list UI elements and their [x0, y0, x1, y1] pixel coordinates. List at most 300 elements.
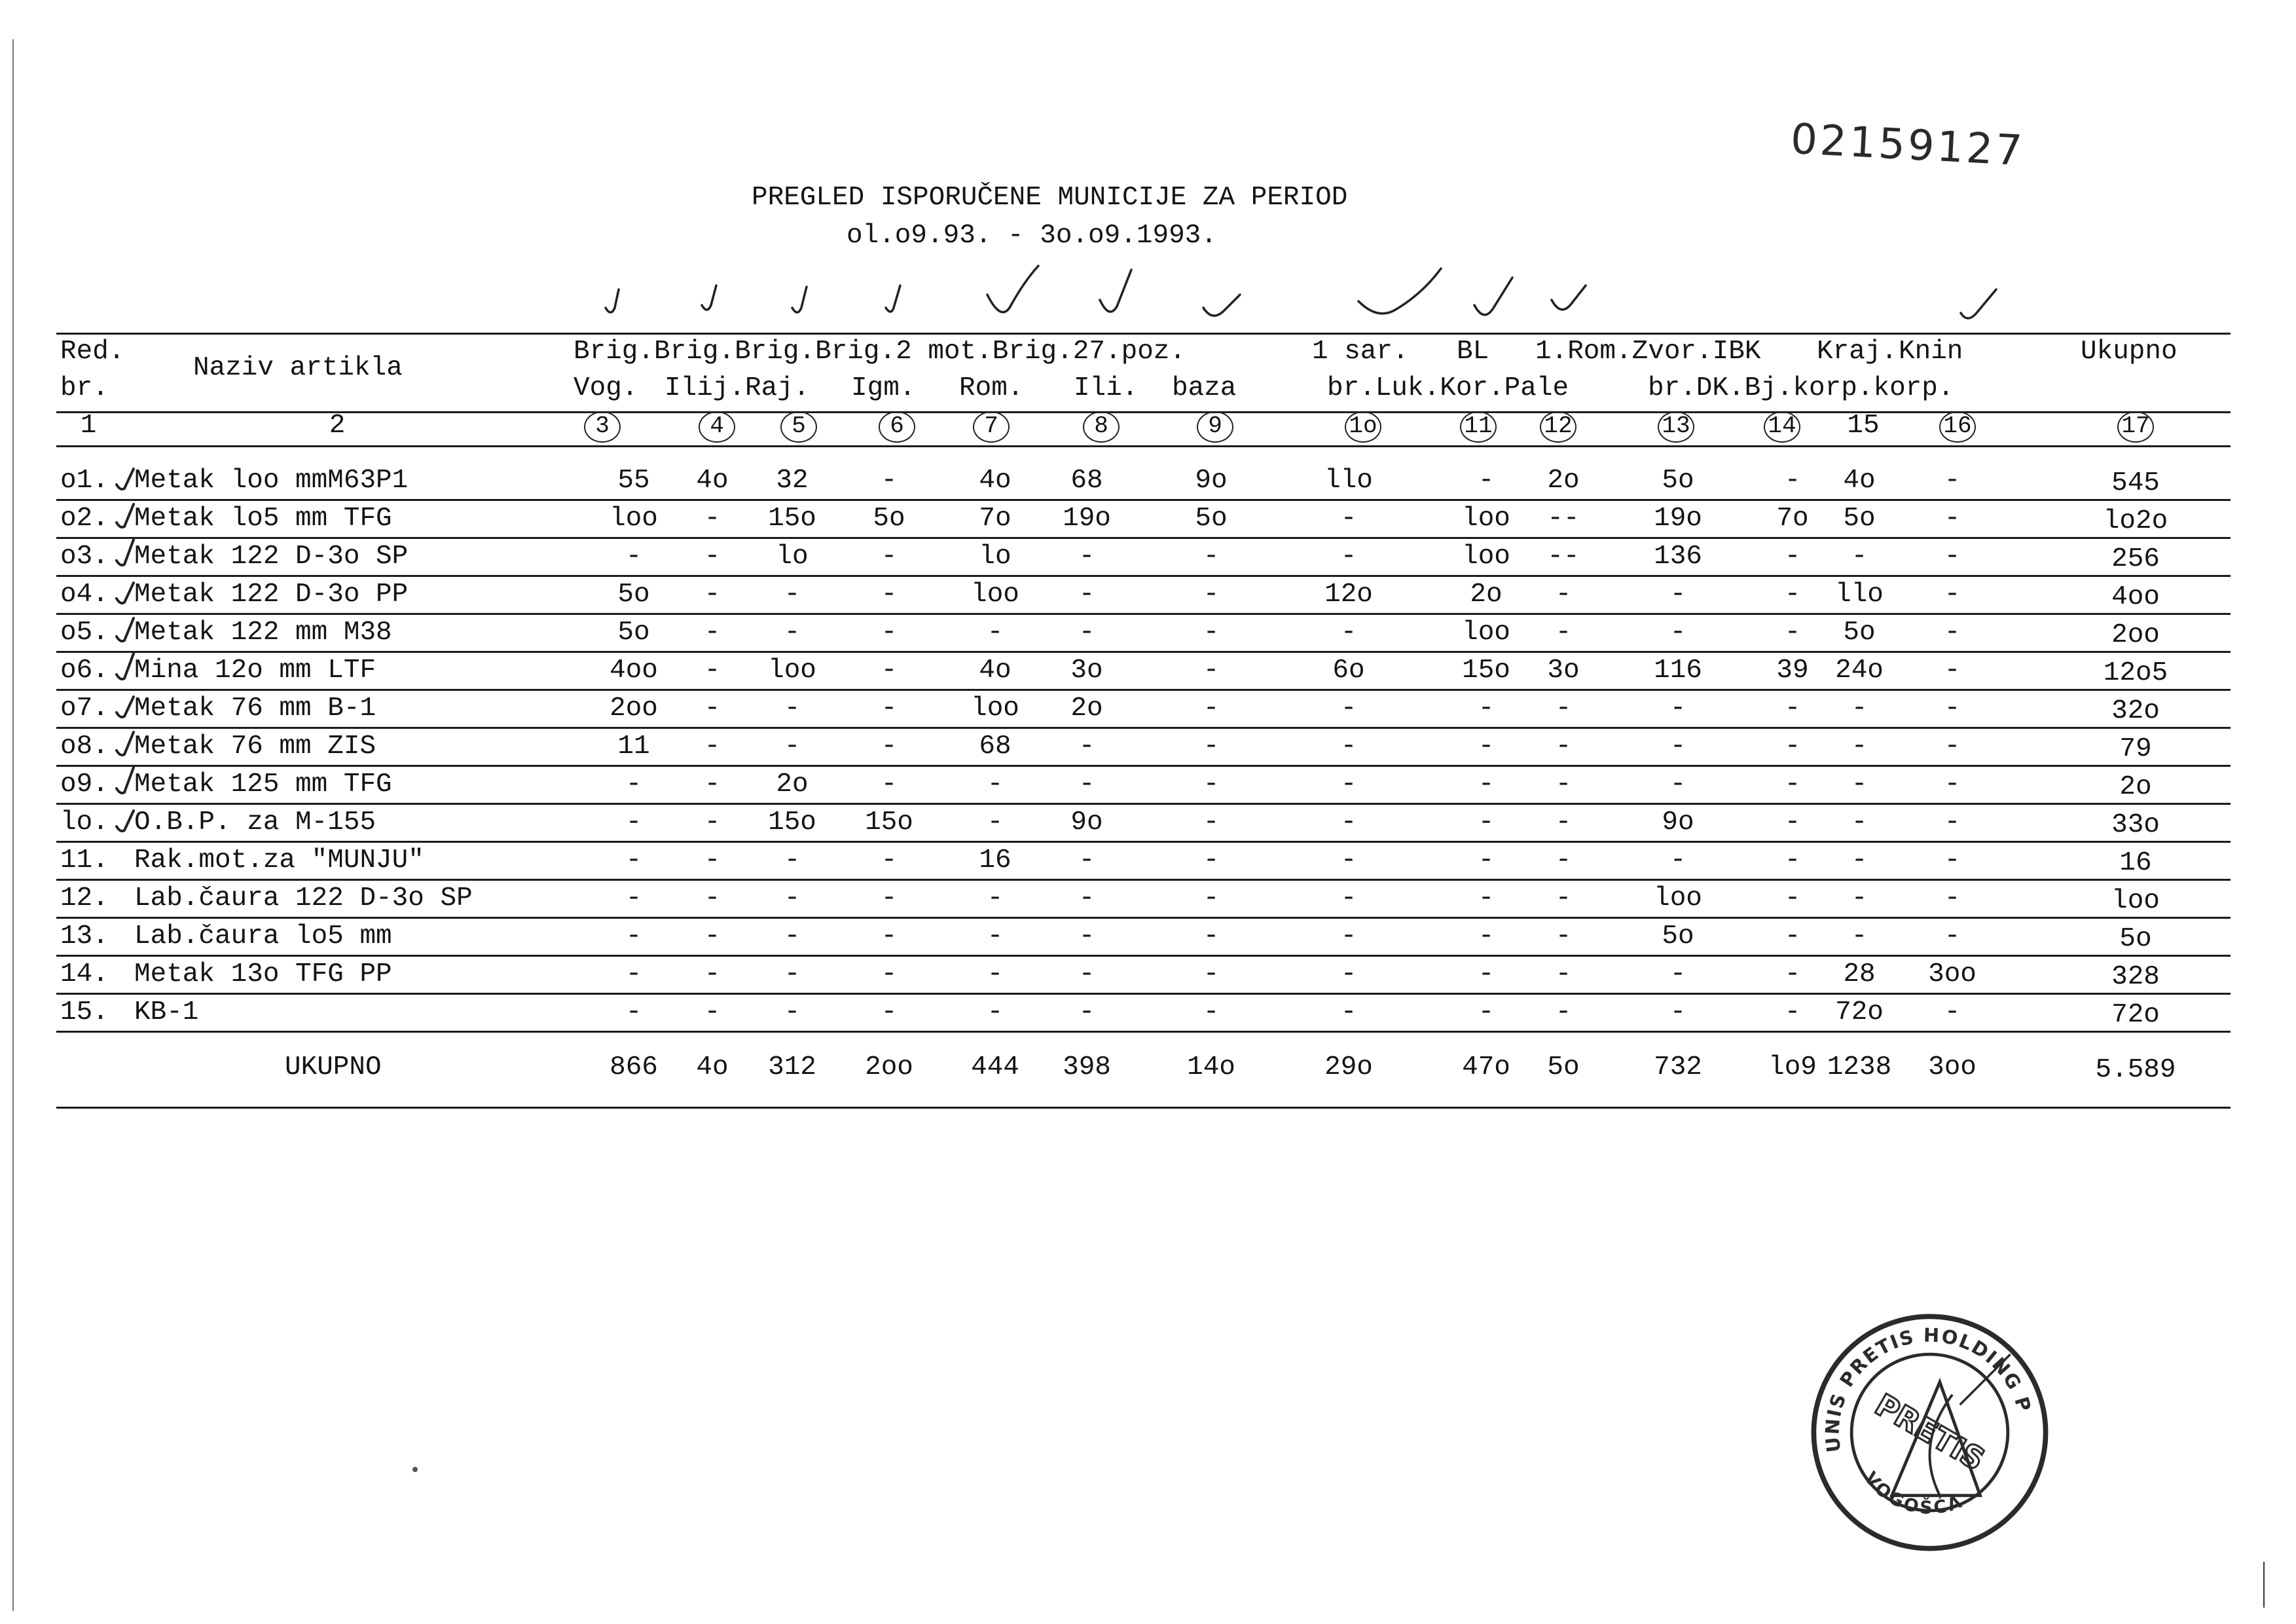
quantity-cell: -	[1203, 921, 1220, 951]
stamp-center-text: PRETIS	[1869, 1386, 1991, 1478]
quantity-cell: -	[784, 693, 801, 724]
quantity-cell: -	[987, 959, 1004, 989]
header-naziv-artikla: Naziv artikla	[193, 353, 403, 383]
quantity-cell: 4oo	[610, 655, 658, 686]
total-cell: 29o	[1324, 1052, 1373, 1082]
column-number-text: 14	[1764, 411, 1800, 443]
article-name: Metak 122 mm M38	[134, 618, 392, 648]
quantity-cell: -	[1851, 807, 1868, 838]
quantity-cell: -	[1784, 769, 1801, 800]
quantity-cell: 5o	[1662, 921, 1694, 951]
quantity-cell: -	[1340, 504, 1357, 534]
column-number-5	[780, 411, 817, 443]
quantity-cell: 11	[617, 731, 650, 762]
column-number-11	[1460, 411, 1497, 443]
unit2-vog: Vog.	[574, 373, 638, 403]
checkmark	[117, 697, 134, 717]
header-red-label: Red.	[60, 337, 125, 367]
quantity-cell: -	[1944, 618, 1961, 648]
row-bottom-line	[56, 993, 2231, 995]
quantity-cell: -	[1669, 693, 1686, 724]
column-number-text: 8	[1083, 411, 1120, 443]
quantity-cell: -	[704, 580, 721, 610]
row-number: 14.	[60, 959, 109, 989]
quantity-cell: -	[1944, 769, 1961, 800]
quantity-cell: -	[1669, 769, 1686, 800]
quantity-cell: -	[881, 921, 898, 951]
scan-edge-left	[12, 39, 14, 1611]
quantity-cell: 68	[979, 731, 1011, 762]
row-number: o2.	[60, 504, 109, 534]
quantity-cell: -	[784, 997, 801, 1027]
quantity-cell: -	[1669, 997, 1686, 1027]
unit-1rom-pale: 1.Rom.	[1535, 337, 1632, 367]
quantity-cell: -	[1555, 921, 1572, 951]
quantity-cell: -	[1478, 731, 1495, 762]
quantity-cell: loo	[971, 580, 1019, 610]
unit-27poz-baza: 27.poz.	[1072, 337, 1186, 367]
row-number: 12.	[60, 883, 109, 913]
total-cell: 3oo	[1928, 1052, 1977, 1082]
quantity-cell: 72o	[1835, 997, 1884, 1027]
checkmark	[117, 767, 134, 793]
checkmark	[117, 540, 134, 565]
quantity-cell: -	[784, 883, 801, 913]
quantity-cell: -	[704, 618, 721, 648]
quantity-cell: 136	[1654, 542, 1702, 572]
total-cell: 4o	[696, 1052, 729, 1082]
total-cell: 312	[768, 1052, 816, 1082]
quantity-cell: 15o	[1462, 655, 1510, 686]
quantity-cell: 19o	[1654, 504, 1702, 534]
column-number-text: 2	[329, 411, 346, 441]
quantity-cell: -	[1478, 466, 1495, 496]
document-period: ol.o9.93. - 3o.o9.1993.	[847, 221, 1217, 251]
row-total: lo2o	[2103, 506, 2168, 536]
article-name: Metak 122 D-3o PP	[134, 580, 409, 610]
scan-edge-right	[2263, 1562, 2265, 1608]
row-total: 4oo	[2111, 582, 2160, 612]
unit2-brluk-kor-pale	[1327, 374, 1569, 403]
quantity-cell: llo	[1835, 580, 1884, 610]
quantity-cell: -	[1555, 580, 1572, 610]
article-name: Metak 76 mm B-1	[134, 693, 376, 724]
quantity-cell: -	[704, 845, 721, 876]
row-number: o4.	[60, 580, 109, 610]
quantity-cell: 7o	[979, 504, 1011, 534]
totals-label: UKUPNO	[285, 1052, 382, 1082]
quantity-cell: -	[1555, 769, 1572, 800]
row-bottom-line	[56, 841, 2231, 843]
quantity-cell: -	[1784, 883, 1801, 913]
checkmark	[117, 654, 134, 679]
column-number-9	[1197, 411, 1233, 443]
quantity-cell: 12o	[1324, 580, 1373, 610]
quantity-cell: -	[1784, 997, 1801, 1027]
row-total: 12o5	[2103, 658, 2168, 688]
quantity-cell: loo	[1462, 618, 1510, 648]
row-total: 2o	[2119, 772, 2152, 802]
quantity-cell: loo	[971, 693, 1019, 724]
unit2-ili: Ili.	[1074, 373, 1139, 403]
unit2-rom: Rom.	[959, 373, 1024, 403]
row-bottom-line	[56, 499, 2231, 501]
row-bottom-line	[56, 651, 2231, 653]
quantity-cell: -	[1555, 845, 1572, 876]
column-number-8	[1083, 411, 1120, 443]
unit2-brdk-bj-korp	[1648, 374, 1954, 403]
column-number-4	[699, 411, 735, 443]
header-units-line2	[574, 374, 638, 403]
quantity-cell: 2oo	[610, 693, 658, 724]
quantity-cell: 3o	[1070, 655, 1103, 686]
column-number-text: 3	[584, 411, 621, 443]
quantity-cell: -	[1078, 618, 1095, 648]
column-number-16	[1939, 411, 1976, 443]
column-number-text: 12	[1540, 411, 1576, 443]
quantity-cell: loo	[768, 655, 816, 686]
unit-brig-igm: Brig.	[815, 337, 896, 367]
quantity-cell: -	[704, 883, 721, 913]
quantity-cell: -	[1555, 693, 1572, 724]
quantity-cell: -	[1851, 921, 1868, 951]
row-number: 15.	[60, 997, 109, 1027]
total-cell: 1238	[1827, 1052, 1892, 1082]
quantity-cell: -	[1669, 618, 1686, 648]
quantity-cell: 28	[1843, 959, 1876, 989]
row-bottom-line	[56, 689, 2231, 691]
quantity-cell: -	[625, 807, 642, 838]
quantity-cell: loo	[610, 504, 658, 534]
quantity-cell: -	[625, 845, 642, 876]
quantity-cell: -	[1555, 618, 1572, 648]
quantity-cell: -	[1203, 769, 1220, 800]
quantity-cell: -	[1944, 731, 1961, 762]
quantity-cell: -	[625, 883, 642, 913]
quantity-cell: 15o	[865, 807, 913, 838]
column-number-text: 6	[879, 411, 915, 443]
quantity-cell: -	[1078, 845, 1095, 876]
article-name: Metak loo mmM63P1	[134, 466, 409, 496]
unit2-bj: Bj.	[1744, 373, 1793, 403]
quantity-cell: -	[987, 807, 1004, 838]
column-number-text: 4	[699, 411, 735, 443]
row-number: lo.	[60, 807, 109, 838]
article-name: Metak 13o TFG PP	[134, 959, 392, 989]
quantity-cell: -	[1478, 997, 1495, 1027]
quantity-cell: 68	[1070, 466, 1103, 496]
column-number-text: 5	[780, 411, 817, 443]
total-cell: 866	[610, 1052, 658, 1082]
quantity-cell: 3oo	[1928, 959, 1977, 989]
quantity-cell: -	[1203, 845, 1220, 876]
row-total: 545	[2111, 468, 2160, 498]
quantity-cell: -	[881, 693, 898, 724]
quantity-cell: -	[881, 845, 898, 876]
quantity-cell: -	[1669, 580, 1686, 610]
quantity-cell: -	[881, 655, 898, 686]
quantity-cell: -	[704, 921, 721, 951]
row-bottom-line	[56, 727, 2231, 729]
quantity-cell: -	[625, 769, 642, 800]
quantity-cell: -	[1078, 580, 1095, 610]
row-total: 16	[2119, 848, 2152, 878]
row-total: 32o	[2111, 696, 2160, 726]
column-number-text: 16	[1939, 411, 1976, 443]
checkmark	[117, 583, 134, 603]
quantity-cell: 5o	[1843, 504, 1876, 534]
quantity-cell: -	[1203, 883, 1220, 913]
quantity-cell: 9o	[1662, 807, 1694, 838]
quantity-cell: 4o	[696, 466, 729, 496]
row-number: o5.	[60, 618, 109, 648]
quantity-cell: -	[1078, 959, 1095, 989]
quantity-cell: -	[1944, 997, 1961, 1027]
quantity-cell: loo	[1462, 542, 1510, 572]
article-name: O.B.P. za M-155	[134, 807, 376, 838]
row-total: 5o	[2119, 924, 2152, 954]
quantity-cell: -	[625, 997, 642, 1027]
quantity-cell: -	[881, 580, 898, 610]
row-number: o7.	[60, 693, 109, 724]
row-total: 33o	[2111, 810, 2160, 840]
quantity-cell: -	[1784, 845, 1801, 876]
unit2-raj: Raj.	[745, 373, 810, 403]
checkmark	[117, 504, 134, 527]
quantity-cell: -	[1784, 921, 1801, 951]
quantity-cell: -	[1555, 959, 1572, 989]
quantity-cell: -	[881, 618, 898, 648]
total-cell: 444	[971, 1052, 1019, 1082]
article-name: Metak lo5 mm TFG	[134, 504, 392, 534]
row-total: 2oo	[2111, 620, 2160, 650]
quantity-cell: 2o	[1470, 580, 1503, 610]
article-name: Mina 12o mm LTF	[134, 655, 376, 686]
quantity-cell: 5o	[1195, 504, 1228, 534]
quantity-cell: 6o	[1332, 655, 1365, 686]
quantity-cell: 55	[617, 466, 650, 496]
quantity-cell: llo	[1324, 466, 1373, 496]
quantity-cell: -	[1478, 807, 1495, 838]
stamp-text-top: UNIS PRETIS HOLDING PREDUZEĆE	[1821, 1323, 2036, 1454]
quantity-cell: -	[1784, 618, 1801, 648]
unit2-baza: baza	[1172, 373, 1237, 403]
article-name: Metak 76 mm ZIS	[134, 731, 376, 762]
quantity-cell: -	[1944, 807, 1961, 838]
quantity-cell: -	[1203, 731, 1220, 762]
row-bottom-line	[56, 879, 2231, 881]
quantity-cell: 3o	[1547, 655, 1580, 686]
column-number-text: 17	[2117, 411, 2154, 443]
quantity-cell: -	[1340, 883, 1357, 913]
quantity-cell: -	[1203, 807, 1220, 838]
unit2-pale: Pale	[1504, 373, 1569, 403]
quantity-cell: -	[1851, 845, 1868, 876]
quantity-cell: -	[1944, 580, 1961, 610]
column-number-12	[1540, 411, 1576, 443]
quantity-cell: -	[1078, 542, 1095, 572]
quantity-cell: -	[784, 845, 801, 876]
row-total: 72o	[2111, 1000, 2160, 1030]
quantity-cell: -	[1555, 807, 1572, 838]
quantity-cell: -	[1784, 542, 1801, 572]
unit-brig-ili: Brig.	[992, 337, 1073, 367]
column-number-text: 1	[80, 411, 97, 441]
quantity-cell: -	[784, 921, 801, 951]
quantity-cell: -	[1944, 655, 1961, 686]
column-number-13	[1658, 411, 1694, 443]
quantity-cell: -	[1669, 845, 1686, 876]
quantity-cell: -	[987, 769, 1004, 800]
quantity-cell: -	[1944, 693, 1961, 724]
total-cell: 5o	[1547, 1052, 1580, 1082]
quantity-cell: -	[1203, 580, 1220, 610]
quantity-cell: -	[704, 542, 721, 572]
quantity-cell: -	[1944, 883, 1961, 913]
header-units-line1	[574, 337, 1186, 366]
quantity-cell: --	[1547, 542, 1580, 572]
quantity-cell: -	[987, 921, 1004, 951]
quantity-cell: -	[1078, 731, 1095, 762]
article-name: Metak 122 D-3o SP	[134, 542, 409, 572]
stamp-text-bottom: VOGOŠĆA	[1860, 1467, 1967, 1519]
checkmark	[117, 811, 134, 831]
unit2-igm: Igm.	[851, 373, 916, 403]
quantity-cell: -	[704, 959, 721, 989]
column-number-text: 1o	[1345, 411, 1381, 443]
quantity-cell: -	[881, 542, 898, 572]
header-separator-line	[56, 411, 2231, 413]
quantity-cell: -	[1784, 466, 1801, 496]
column-number-3	[584, 411, 621, 443]
unit2-ilij-raj	[665, 374, 809, 403]
unit2-brdk: br.DK.	[1648, 373, 1745, 403]
quantity-cell: -	[704, 997, 721, 1027]
quantity-cell: 9o	[1070, 807, 1103, 838]
quantity-cell: 5o	[1662, 466, 1694, 496]
unit-brig-vog: Brig.	[574, 337, 655, 367]
quantity-cell: -	[625, 921, 642, 951]
quantity-cell: 19o	[1063, 504, 1111, 534]
quantity-cell: -	[1478, 693, 1495, 724]
column-number-1	[81, 411, 97, 440]
column-number-text: 15	[1847, 411, 1880, 441]
quantity-cell: -	[881, 997, 898, 1027]
quantity-cell: 16	[979, 845, 1011, 876]
company-stamp	[1804, 1306, 2056, 1559]
quantity-cell: -	[1203, 542, 1220, 572]
quantity-cell: -	[1340, 959, 1357, 989]
column-number-text: 9	[1197, 411, 1233, 443]
row-total: 79	[2119, 734, 2152, 764]
quantity-cell: -	[1478, 769, 1495, 800]
column-number-text: 13	[1658, 411, 1694, 443]
column-number-14	[1764, 411, 1800, 443]
total-cell: 398	[1063, 1052, 1111, 1082]
header-br-label: br.	[60, 373, 109, 403]
quantity-cell: -	[1340, 921, 1357, 951]
column-number-6	[879, 411, 915, 443]
unit2-ilij: Ilij.	[665, 373, 746, 403]
quantity-cell: -	[1203, 655, 1220, 686]
quantity-cell: -	[625, 542, 642, 572]
quantity-cell: -	[1203, 693, 1220, 724]
quantity-cell: -	[1944, 845, 1961, 876]
unit2-knin-korp: korp.	[1873, 373, 1954, 403]
unit-knin-korp: Knin	[1899, 337, 1963, 367]
quantity-cell: --	[1547, 504, 1580, 534]
quantity-cell: -	[987, 618, 1004, 648]
quantity-cell: -	[1555, 883, 1572, 913]
column-number-17	[2117, 411, 2154, 443]
quantity-cell: -	[1851, 693, 1868, 724]
quantity-cell: 2o	[1547, 466, 1580, 496]
quantity-cell: 9o	[1195, 466, 1228, 496]
row-number: o9.	[60, 769, 109, 800]
quantity-cell: 116	[1654, 655, 1702, 686]
header-units-line1-b	[1535, 337, 1760, 366]
row-bottom-line	[56, 1031, 2231, 1033]
quantity-cell: -	[1555, 997, 1572, 1027]
total-cell: 14o	[1187, 1052, 1235, 1082]
colnum-separator-line	[56, 445, 2231, 447]
quantity-cell: -	[881, 466, 898, 496]
quantity-cell: -	[1478, 959, 1495, 989]
row-number: o6.	[60, 655, 109, 686]
quantity-cell: -	[704, 504, 721, 534]
quantity-cell: -	[1078, 883, 1095, 913]
quantity-cell: -	[625, 959, 642, 989]
quantity-cell: -	[1555, 731, 1572, 762]
quantity-cell: 5o	[617, 618, 650, 648]
quantity-cell: 4o	[979, 655, 1011, 686]
row-total: loo	[2111, 886, 2160, 916]
row-bottom-line	[56, 613, 2231, 615]
row-bottom-line	[56, 955, 2231, 957]
quantity-cell: -	[1944, 466, 1961, 496]
quantity-cell: -	[1340, 618, 1357, 648]
quantity-cell: 24o	[1835, 655, 1884, 686]
row-total: 328	[2111, 962, 2160, 992]
row-number: o3.	[60, 542, 109, 572]
quantity-cell: -	[1669, 731, 1686, 762]
quantity-cell: lo	[979, 542, 1011, 572]
article-name: KB-1	[134, 997, 199, 1027]
column-number-15	[1847, 411, 1879, 440]
quantity-cell: -	[1203, 618, 1220, 648]
total-cell: 47o	[1462, 1052, 1510, 1082]
quantity-cell: -	[881, 959, 898, 989]
quantity-cell: -	[1851, 769, 1868, 800]
checkmark	[117, 732, 134, 755]
unit-kraj-korp: Kraj.	[1817, 337, 1898, 367]
unit-brig-ilij: Brig.	[654, 337, 735, 367]
row-bottom-line	[56, 537, 2231, 539]
scan-speck	[412, 1467, 418, 1472]
unit-1sar-brluk: 1 sar.	[1312, 337, 1409, 367]
document-title: PREGLED ISPORUČENE MUNICIJE ZA PERIOD	[752, 183, 1348, 213]
quantity-cell: 15o	[768, 504, 816, 534]
quantity-cell: -	[1784, 807, 1801, 838]
quantity-cell: -	[1340, 769, 1357, 800]
quantity-cell: -	[1944, 921, 1961, 951]
quantity-cell: -	[704, 807, 721, 838]
quantity-cell: -	[1478, 845, 1495, 876]
article-name: Lab.čaura 122 D-3o SP	[134, 883, 473, 913]
quantity-cell: loo	[1654, 883, 1702, 913]
quantity-cell: 39	[1776, 655, 1809, 686]
quantity-cell: -	[704, 655, 721, 686]
